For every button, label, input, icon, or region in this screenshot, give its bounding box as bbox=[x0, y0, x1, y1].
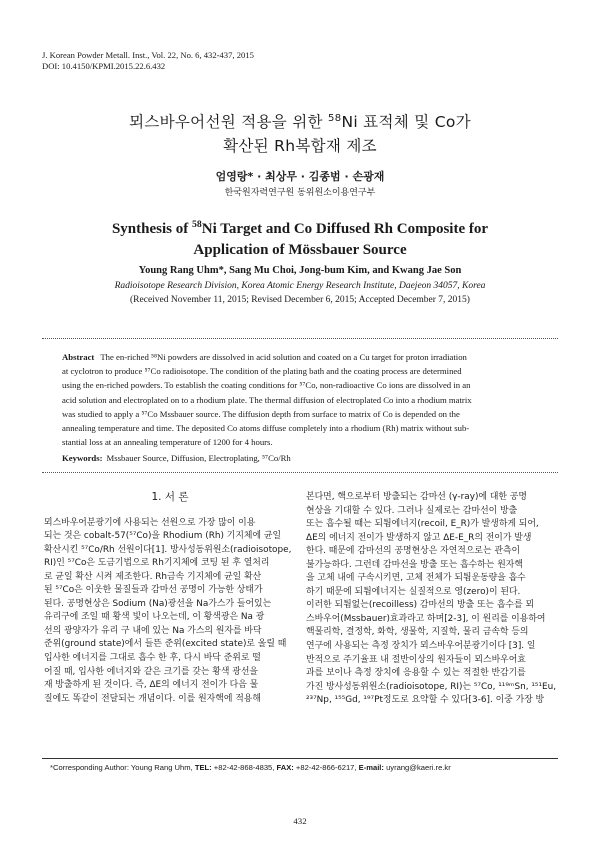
body-text-line: 확산시킨 ⁵⁷Co/Rh 선원이다[1]. 방사성동위원소(radioisotope, bbox=[44, 544, 292, 555]
abstract-text: The en-riched ⁵⁸Ni powders are dissolved in acid solution and coated on a Cu target for proton irradiation bbox=[100, 352, 467, 362]
body-text-line: ΔE의 에너지 전이가 발생하지 않고 ΔE-E_R의 전이가 발생 bbox=[306, 532, 532, 543]
email-label: E-mail: bbox=[358, 763, 384, 772]
right-column-body bbox=[306, 491, 558, 708]
body-text-line: 한다. 때문에 감마선의 공명현상은 자연적으로는 관측이 bbox=[306, 546, 521, 557]
body-text-line: 어질 때, 입사한 에너지와 같은 크기를 갖는 황색 광선을 bbox=[44, 666, 258, 677]
journal-header bbox=[42, 50, 254, 72]
abstract-line: at cyclotron to produce ⁵⁷Co radioisotope. The condition of the plating bath and the coating process are determined bbox=[62, 366, 462, 377]
fax-value: +82-42-866-6217, bbox=[293, 763, 359, 772]
keywords bbox=[62, 453, 538, 463]
keywords-text: Mssbauer Source, Diffusion, Electroplating, ⁵⁷Co/Rh bbox=[106, 453, 291, 463]
body-text-line: 스바우어(Mssbauer)효과라고 하며[2-3], 이 원리를 이용하여 bbox=[306, 613, 546, 624]
tel-label: TEL: bbox=[194, 763, 212, 772]
abstract bbox=[62, 350, 538, 449]
body-text-line: 뫼스바우어분광기에 사용되는 선원으로 가장 많이 이용 bbox=[44, 517, 256, 528]
body-text-line: 입사한 에너지를 그대로 흡수 한 후, 다시 바닥 준위로 떨 bbox=[44, 653, 261, 664]
body-text-line: 핵물리학, 결정학, 화학, 생물학, 지질학, 물리 금속학 등의 bbox=[306, 627, 529, 638]
korean-title-pre: 뫼스바우어선원 적용을 위한 bbox=[129, 113, 329, 131]
korean-title-line2: 확산된 Rh복합재 제조 bbox=[223, 137, 377, 155]
body-text-line: 반적으로 주기율표 내 절반이상의 원자들이 뫼스바우어효 bbox=[306, 654, 526, 665]
keywords-label: Keywords: bbox=[62, 453, 103, 463]
journal-doi: DOI: 10.4150/KPMI.2015.22.6.432 bbox=[42, 61, 166, 71]
abstract-line: was studied to apply a ⁵⁷Co Mssbauer source. The diffusion depth from surface to matrix of Co is depended on the bbox=[62, 408, 460, 419]
body-text-line: 과를 보이나 측정 장치에 응용할 수 있는 적절한 반감기를 bbox=[306, 668, 526, 679]
body-text-line: 선의 광양자가 유리 구 내에 있는 Na 가스의 원자를 바닥 bbox=[44, 625, 262, 636]
body-text-line: 가진 방사성동위원소(radioisotope, RI)는 ⁵⁷Co, ¹¹⁹ᵐSn, ¹⁵¹Eu, bbox=[306, 681, 557, 692]
body-text-line: 불가능하다. 그런데 감마선을 방출 또는 흡수하는 원자핵 bbox=[306, 559, 523, 570]
korean-authors: 엄영랑* · 최상무 · 김종범 · 손광재 bbox=[215, 170, 385, 183]
body-text-line: 본다면, 핵으로부터 방출되는 감마선 (γ-ray)에 대한 공명 bbox=[306, 492, 527, 502]
abstract-line: acid solution and electroplated on to a rhodium plate. The thermal diffusion of electroplated Co into a rhodium matrix bbox=[62, 394, 472, 405]
fax-label: FAX: bbox=[276, 763, 294, 772]
body-text-line: 재 방출하게 된 것이다. 즉, ΔE의 에너지 전이가 다음 물 bbox=[44, 680, 259, 691]
body-text-line: 유리구에 조일 때 황색 빛이 나오는데, 이 황색광은 Na 광 bbox=[44, 612, 265, 623]
body-text-line: 질에도 똑같이 전달되는 개념이다. 이를 원자핵에 적용해 bbox=[44, 693, 261, 704]
korean-title-post: Ni 표적체 및 Co가 bbox=[341, 113, 471, 131]
page-number: 432 bbox=[293, 816, 307, 826]
korean-title-line1 bbox=[40, 110, 560, 134]
corresponding-author-note bbox=[50, 763, 451, 772]
abstract-line: using the en-riched powders. To establish the coating conditions for ⁵⁷Co, non-radioactive Co ions are dissolved in an bbox=[62, 380, 471, 391]
body-text-line: 된 ⁵⁷Co은 이웃한 물질들과 감마선 공명이 가능한 상태가 bbox=[44, 585, 263, 596]
abstract-divider-bottom bbox=[42, 472, 558, 473]
english-title-pre: Synthesis of bbox=[111, 221, 192, 237]
body-text-line: 된다. 공명현상은 Sodium (Na)광선을 Na가스가 들어있는 bbox=[44, 598, 272, 609]
tel-value: +82-42-868-4835, bbox=[211, 763, 277, 772]
corr-label: *Corresponding Author: Young Rang Uhm, bbox=[50, 763, 195, 772]
english-title-post: Ni Target and Co Diffused Rh Composite for bbox=[201, 221, 489, 237]
right-column bbox=[306, 491, 558, 708]
received-dates: (Received November 11, 2015; Revised December 6, 2015; Accepted December 7, 2015) bbox=[130, 295, 470, 305]
body-text-line: 연구에 사용되는 측정 장치가 뫼스바우어분광기이다 [3]. 일 bbox=[306, 641, 536, 652]
english-title-sup: 58 bbox=[192, 219, 202, 230]
english-title bbox=[40, 219, 560, 261]
korean-affiliation: 한국원자력연구원 동위원소이용연구부 bbox=[224, 188, 376, 198]
abstract-line: stantial loss at an annealing temperature of 1200 for 4 hours. bbox=[62, 437, 273, 448]
body-text-line: 로 균일 확산 시켜 제조한다. Rh금속 기지체에 균일 확산 bbox=[44, 571, 262, 582]
korean-title bbox=[40, 110, 560, 158]
body-text-line: ²³⁷Np, ¹⁵⁵Gd, ¹⁹⁷Pt정도로 요약할 수 있다[3-6]. 이중 가장 방 bbox=[306, 695, 545, 706]
body-text-line: 준위(ground state)에서 들뜬 준위(excited state)로 올릴 때 bbox=[44, 639, 287, 650]
body-text-line: 되는 것은 cobalt-57(⁵⁷Co)을 Rhodium (Rh) 기지체에 균일 bbox=[44, 531, 282, 542]
body-text-line: 을 고체 내에 구속시키면, 고체 전체가 되튐운동량을 흡수 bbox=[306, 573, 526, 584]
english-title-line1 bbox=[40, 219, 560, 240]
abstract-label: Abstract bbox=[62, 352, 95, 362]
english-title-line2: Application of Mössbauer Source bbox=[193, 242, 407, 258]
body-text-line: 이러한 되튐없는(recoilless) 감마선의 방출 또는 흡수를 뫼 bbox=[306, 600, 535, 611]
abstract-line: annealing temperature and time. The deposited Co atoms diffuse completely into a rhodium (Rh) matrix without sub- bbox=[62, 423, 470, 434]
body-text-line: 또는 흡수될 때는 되튐에너지(recoil, E_R)가 발생하게 되어, bbox=[306, 519, 539, 530]
english-affiliation: Radioisotope Research Division, Korea Atomic Energy Research Institute, Daejeon 34057, Korea bbox=[114, 281, 486, 291]
english-authors: Young Rang Uhm*, Sang Mu Choi, Jong-bum Kim, and Kwang Jae Son bbox=[138, 265, 462, 276]
abstract-line bbox=[62, 350, 538, 364]
journal-citation: J. Korean Powder Metall. Inst., Vol. 22, No. 6, 432-437, 2015 bbox=[42, 50, 254, 60]
left-column-body bbox=[44, 517, 296, 707]
left-column bbox=[44, 491, 296, 706]
email-value[interactable]: uyrang@kaeri.re.kr bbox=[383, 763, 451, 772]
body-text-line: 현상을 기대할 수 있다. 그러나 실제로는 감마선이 방출 bbox=[306, 505, 518, 516]
korean-title-sup: 58 bbox=[328, 112, 342, 124]
section-heading: 1. 서 론 bbox=[151, 491, 189, 503]
body-text-line: 하기 때문에 되튐에너지는 실질적으로 영(zero)이 된다. bbox=[306, 586, 521, 597]
abstract-divider-top bbox=[42, 338, 558, 339]
body-text-line: RI)인 ⁵⁷Co은 도금기법으로 Rh기지체에 코팅 된 후 열처리 bbox=[44, 558, 270, 569]
footnote-rule bbox=[42, 758, 558, 759]
